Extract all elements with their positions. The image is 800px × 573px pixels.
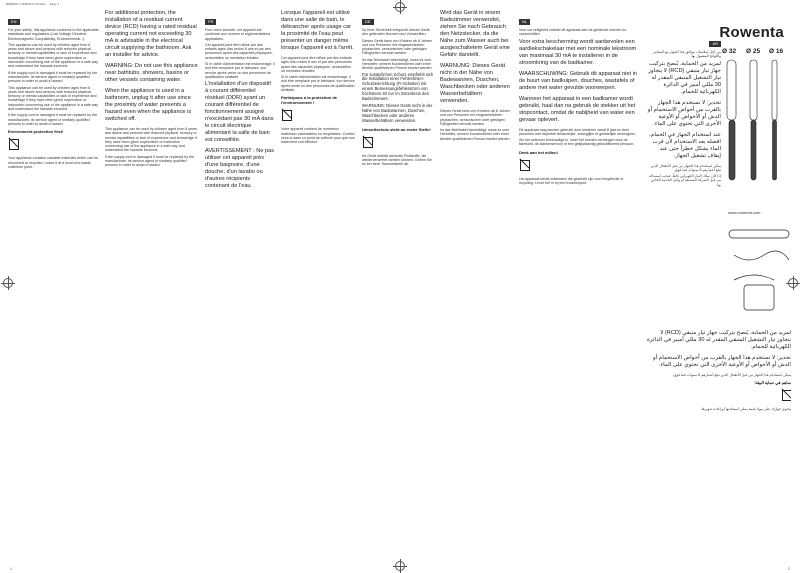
env-heading: Denk aan het milieu!: [519, 149, 558, 155]
child-safety-text: Dieses Gerät kann von Kindern ab 8 Jahren und von Personen mit eingeschränkten physischen, sensorischen oder geistigen Fähigkeiten benutzt werden.: [362, 38, 432, 56]
rcd-warning: Voor extra bescherming wordt aanbevolen een aardlekschakelaar met een nominale lekstroom van maximaal 30 mA te installeren in de stroomkring van de badkamer.: [519, 38, 637, 66]
panel-nl: [519, 10, 639, 560]
bath-warning: WARNUNG: Dieses Gerät nicht in der Nähe von Badewannen, Duschen, Waschbecken oder anderen Wasserbehältern verwenden.: [362, 103, 433, 123]
child-safety-text-2: Cet appareil peut être utilisé par des enfants âgés d'au moins 8 ans et par des personnes ayant des capacités physiques, sensorielles ou mentales réduites.: [281, 56, 352, 73]
lang-tag-fr: FR: [205, 19, 216, 25]
cord-text-3: If the supply cord is damaged it must be replaced by the manufacturer, its service agent or similarly qualified persons in order to avoid a hazard.: [105, 154, 195, 168]
panel-fr-col1: [205, 10, 275, 194]
product-label-25: Ø 25: [746, 48, 761, 55]
rcd-warning: For additional protection, the installation of a residual current device (RCD) having a rated residual operating current not exceeding 30 mA is advisable in the electrical circuit supplying the bathroom. Ask an installer for advice.: [105, 10, 197, 58]
child-safety-text: Dit apparaat mag worden gebruikt door kinderen vanaf 8 jaar en door personen met beperkte lichamelijke, zintuiglijke of geestelijke vermogens.: [519, 127, 636, 136]
unplug-warning: عند استخدام الجهاز في الحمام، افصله بعد الاستخدام لأن قرب الماء يشكل خطراً حتى عند إيقاف تشغيل الجهاز.: [649, 131, 721, 159]
bath-warning-2: تحذير: لا تستخدم هذا الجهاز بالقرب من أحواض الاستحمام أو الدش أو الأحواض أو الأوعية الأخرى التي تحتوي على الماء.: [652, 355, 791, 368]
cord-text: If the supply cord is damaged it must be replaced by the manufacturer, its service agent or similarly qualified persons in order to avoid a hazard.: [8, 70, 98, 84]
recycle-bin-icon: [281, 108, 291, 120]
child-safety-text-2: يمكن استخدام هذا الجهاز من قبل الأطفال الذين تبلغ أعمارهم 8 سنوات فما فوق.: [672, 373, 791, 377]
recycle-bin-icon: [519, 158, 529, 170]
cord-text: إذا كان سلك التيار الكهربائي تالفاً، فيجب استبداله من قبل الشركة المصنعة أو وكيل الخدمة الخاص بها.: [648, 174, 721, 187]
rcd-warning: Für zusätzlichen Schutz empfiehlt sich die Installation einer Fehlerstrom-Schutzeinrichtung (FI-Schalter) mit einem Bemessungsfehlerstrom von höchstens 30 mA im Stromkreis des Badezimmers.: [362, 71, 434, 101]
cord-text: Si le câble d'alimentation est endommagé, il doit être remplacé par le fabricant, son service après-vente ou des personnes de qualification similaire.: [205, 62, 275, 79]
rcd-warning-2: لمزيد من الحماية، يُنصح بتركيب جهاز تيار متبقي (RCD) لا يتجاوز تيار التشغيل المتبقي المقدر له 30 مللي أمبير في الدائرة الكهربائية للحمام.: [646, 330, 791, 350]
child-safety-text-3: This appliance can be used by children aged from 8 years and above and persons with reduced physical, sensory or mental capabilities or lack of experience and knowledge if they have been given supervision or instruction concerning use of the appliance in a safe way and understand the hazards involved.: [105, 127, 198, 153]
website-url: www.rowenta.com: [728, 210, 761, 215]
intro-text: For your safety, this appliance conforms to the applicable standards and regulations (Low Voltage Directive, Electromagnetic Compatibility, Environmental...).: [8, 28, 99, 41]
bath-warning-2: WARNUNG: Dieses Gerät nicht in der Nähe von Badewannen, Duschen, Waschbecken oder anderen Wasserbehältern verwenden.: [440, 63, 510, 104]
lang-tag-nl: NL: [519, 19, 530, 25]
usage-illustration: [724, 225, 794, 315]
panel-ar-col1: [646, 32, 721, 189]
child-safety-text: يمكن استخدام هذا الجهاز من قبل الأطفال الذين تبلغ أعمارهم 8 سنوات فما فوق.: [650, 163, 721, 172]
env-heading: Umweltschutz steht an erster Stelle!: [362, 126, 431, 132]
env-heading: Environment protection first!: [8, 129, 64, 135]
cord-text: Ist das Netzkabel beschädigt, muss es vom Hersteller, seinem Kundendienst oder einer ähnlich qualifizierten Person ersetzt werden.: [362, 57, 433, 71]
page-number-left: 1: [10, 567, 12, 571]
panel-de: [362, 10, 512, 560]
cord-text-2: Ist das Netzkabel beschädigt, muss es vom Hersteller, seinem Kundendienst oder einer ähnlich qualifizierten Person ersetzt werden.: [440, 128, 511, 141]
bath-warning: AVERTISSEMENT : Ne pas utiliser cet appareil près d'une baignoire, d'une douche, d'un lavabo ou d'autres récipients contenant de l'eau.: [205, 148, 275, 190]
intro-text: Zu Ihrer Sicherheit entspricht dieses Gerät den geltenden Normen und Vorschriften.: [362, 28, 430, 37]
rcd-warning: لمزيد من الحماية، يُنصح بتركيب جهاز تيار متبقي (RCD) لا يتجاوز تيار التشغيل المتبقي المقدر له 30 مللي أمبير في الدائرة الكهربائية للحمام.: [648, 60, 721, 95]
unplug-warning: Wird das Gerät in einem Badezimmer verwendet, ziehen Sie nach Gebrauch den Netzstecker, da die Nähe zum Wasser auch bei ausgeschaltetem Gerät eine Gefahr darstellt.: [440, 10, 510, 58]
panel-nl-col1: [519, 10, 639, 187]
env-text: Your appliance contains valuable materials which can be recovered or recycled. Leave it at a local civic waste collection point.: [8, 156, 98, 169]
panel-en: [8, 10, 198, 560]
product-label-32: Ø 32: [722, 48, 737, 55]
lang-tag-en: EN: [8, 19, 20, 25]
panel-de-col2: [440, 10, 512, 143]
env-heading: Participons à la protection de l'environnement !: [281, 95, 338, 106]
intro-text: من أجل سلامتك، يتوافق هذا الجهاز مع المعايير واللوائح المعمول بها.: [652, 50, 721, 59]
unplug-warning: Lorsque l'appareil est utilisé dans une salle de bain, le débrancher après usage car la proximité de l'eau peut présenter un danger même lorsque l'appareil est à l'arrêt.: [281, 10, 354, 51]
registration-mark-bottom: [395, 561, 405, 571]
bath-warning: تحذير: لا تستخدم هذا الجهاز بالقرب من أحواض الاستحمام أو الدش أو الأحواض أو الأوعية الأخرى التي تحتوي على الماء.: [647, 99, 721, 127]
lang-tag-de: DE: [362, 19, 374, 25]
child-safety-text: This appliance can be used by children aged from 8 years and above and persons with reduced physical, sensory or mental capabilities or lack of experience and knowledge if they have been given supervision or instruction concerning use of the appliance in a safe way and understand the hazards involved.: [8, 42, 99, 69]
cord-text-2: If the supply cord is damaged it must be replaced by the manufacturer, its service agent or similarly qualified persons in order to avoid a hazard.: [8, 113, 98, 126]
unplug-warning: When the appliance is used in a bathroom, unplug it after use since the proximity of water presents a hazard even when the appliance is switched off.: [105, 88, 192, 122]
lang-tag-ar: AR: [709, 41, 721, 47]
env-text: يحتوي جهازك على مواد قيمة يمكن استعادتها أو إعادة تدويرها.: [700, 407, 791, 412]
print-header-text: RM5806 1 CF3032 & CF3112 ... Page 1: [6, 2, 60, 6]
unplug-warning: Wanneer het apparaat in een badkamer wordt gebruikt, haal dan na gebruik de stekker uit het stopcontact, omdat de nabijheid van water een gevaar oplevert.: [519, 95, 636, 123]
env-text: Ihr Gerät enthält wertvolle Rohstoffe, die wiederverwertet werden können. Geben Sie es bei einer Sammelstelle ab.: [362, 153, 432, 167]
cord-text-2: Si le câble d'alimentation est endommagé, il doit être remplacé par le fabricant, son service après-vente ou des personnes de qualification similaire.: [281, 75, 355, 93]
curling-tongs-drawing: [724, 58, 784, 203]
rcd-warning: L'installation d'un dispositif à courant différentiel résiduel (DDR) ayant un courant différentiel de fonctionnement assigné n'excédant pas 30 mA dans le circuit électrique alimentant la salle de bain est conseillée.: [205, 81, 274, 144]
bath-warning: WAARSCHUWING: Gebruik dit apparaat niet in de buurt van badkuipen, douches, wastafels of andere met water gevulde voorwerpen.: [519, 70, 637, 91]
recycle-bin-icon: [362, 135, 372, 147]
panel-fr-col2: [281, 10, 355, 147]
intro-text: Pour votre sécurité, cet appareil est conforme aux normes et réglementations applicables.: [205, 28, 271, 41]
brand-logo: Rowenta: [719, 24, 784, 41]
env-heading: ساهم في حماية البيئة!: [754, 380, 791, 386]
cord-text: Als het netsnoer beschadigd is, moet het worden vervangen door de fabrikant, de klantenservice of een gelijkwaardig gekwalificeerd persoon.: [519, 138, 635, 147]
panel-ar: [646, 10, 796, 560]
panel-fr: [205, 10, 355, 560]
panel-en-col1: [8, 10, 100, 171]
intro-text: Voor uw veiligheid voldoet dit apparaat aan de geldende normen en voorschriften.: [519, 28, 627, 37]
child-safety-text-2: This appliance can be used by children aged from 8 years and above and persons with reduced physical, sensory or mental capabilities or lack of experience and knowledge if they have been given supervision or instruction concerning use of the appliance in a safe way and understand the hazards involved.: [8, 85, 99, 112]
panel-en-col2: [105, 10, 198, 170]
child-safety-text-2: Dieses Gerät kann von Kindern ab 8 Jahren und von Personen mit eingeschränkten physischen, sensorischen oder geistigen Fähigkeiten benutzt werden.: [440, 109, 510, 126]
env-text: Votre appareil contient de nombreux matériaux valorisables ou recyclables. Confiez celui-ci dans un point de collecte pour que son traitement soit effectué.: [281, 127, 355, 145]
panel-ar-col2: [646, 330, 791, 414]
bath-warning: WARNING: Do not use this appliance near bathtubs, showers, basins or other vessels containing water.: [105, 63, 198, 83]
page-number-right: 2: [788, 567, 790, 571]
product-illustration: [724, 48, 784, 198]
child-safety-text: Cet appareil peut être utilisé par des enfants âgés d'au moins 8 ans et par des personnes ayant des capacités physiques, sensorielles ou mentales réduites.: [205, 42, 273, 60]
env-text: Uw apparaat bevat materialen die geschikt zijn voor hergebruik of recycling. Lever het in bij een inzamelpunt.: [519, 176, 624, 186]
recycle-bin-icon: [8, 137, 18, 149]
recycle-bin-icon: [781, 388, 791, 400]
panel-de-col1: [362, 10, 434, 169]
product-label-16: Ø 16: [769, 48, 784, 55]
